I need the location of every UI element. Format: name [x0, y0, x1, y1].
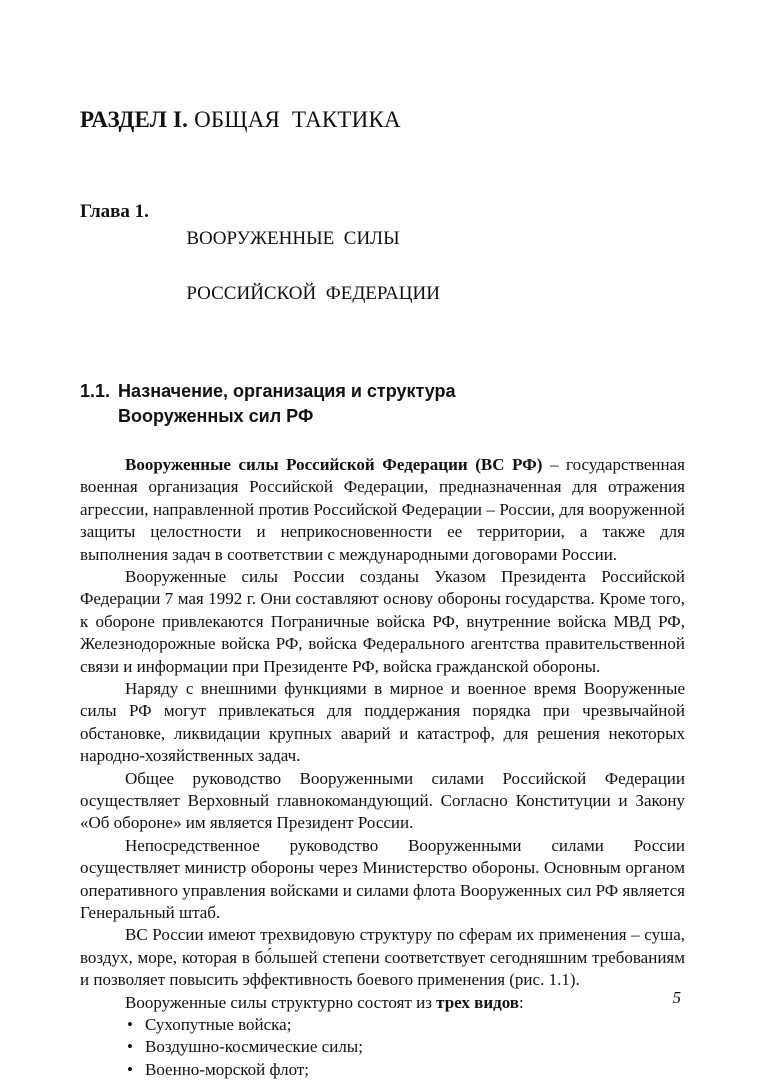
- bullet-list: [80, 1014, 685, 1080]
- body-text: [80, 454, 685, 1080]
- subsection-heading: [80, 379, 685, 428]
- list-item: [80, 1059, 685, 1080]
- section-label: РАЗДЕЛ I.: [80, 107, 189, 132]
- subsection-title-line1: Назначение, организация и структура: [118, 381, 456, 402]
- chapter-title: [158, 198, 440, 336]
- paragraph-3: Наряду с внешними функциями в мирное и военное время Вооруженные силы РФ могут привлекаться для поддержания порядка при чрезвычайной обстановке, ликвидации крупных аварий и катастроф, для решения некоторых народно-хозяйственных задач.: [80, 678, 685, 766]
- bullet-icon: •: [127, 1037, 133, 1057]
- paragraph-4: Общее руководство Вооруженными силами Российской Федерации осуществляет Верховный главнокомандующий. Согласно Конституции и Закону «Об обороне» им является Президент России.: [80, 768, 685, 833]
- bullet-text: Военно-морской флот;: [145, 1059, 309, 1079]
- chapter-title-line2: РОССИЙСКОЙ ФЕДЕРАЦИИ: [186, 283, 440, 305]
- paragraph-1-rest: – государственная военная организация Российской Федерации, предназначенная для отражения агрессии, направленной против Российской Федерации – России, для вооруженной защиты целостности и неприкосновенности ее территории, а также для выполнения задач в соответствии с международными договорами России.: [80, 454, 685, 564]
- subsection-title-line2: Вооруженных сил РФ: [118, 405, 314, 426]
- paragraph-7: [80, 992, 685, 1014]
- bullet-icon: •: [127, 1059, 133, 1079]
- paragraph-7-tail: :: [518, 992, 524, 1012]
- chapter-heading: [80, 198, 685, 336]
- bullet-text: Сухопутные войска;: [145, 1015, 292, 1035]
- paragraph-1: [80, 454, 685, 566]
- subsection-number: 1.1.: [80, 381, 111, 402]
- paragraph-7-lead: Вооруженные силы структурно состоят из: [125, 992, 437, 1012]
- bullet-text: Воздушно-космические силы;: [145, 1037, 363, 1057]
- bullet-icon: •: [127, 1015, 133, 1035]
- paragraph-5: Непосредственное руководство Вооруженными силами России осуществляет министр обороны через Министерство обороны. Основным органом оперативного управления войсками и силами флота Вооруженных сил РФ является Генеральный штаб.: [80, 835, 685, 923]
- paragraph-6: ВС России имеют трехвидовую структуру по сферам их применения – суша, воздух, море, которая в бо́льшей степени соответствует сегодняшним требованиям и позволяет повысить эффективность боевого применения (рис. 1.1).: [80, 925, 685, 990]
- paragraph-2: Вооруженные силы России созданы Указом Президента Российской Федерации 7 мая 1992 г. Они составляют основу обороны государства. Кроме того, к обороне привлекаются Пограничные войска РФ, внутренние войска МВД РФ, Железнодорожные войска РФ, войска Федерального агентства правительственной связи и информации при Президенте РФ, войска гражданской обороны.: [80, 566, 685, 676]
- paragraph-7-bold: трех видов: [436, 992, 519, 1012]
- chapter-title-line1: ВООРУЖЕННЫЕ СИЛЫ: [186, 228, 400, 250]
- section-title: ОБЩАЯ ТАКТИКА: [188, 107, 401, 132]
- section-heading: [80, 106, 685, 134]
- page-number: 5: [672, 988, 681, 1007]
- list-item: [80, 1036, 685, 1058]
- paragraph-1-bold-lead: Вооруженные силы Российской Федерации (ВС РФ): [125, 454, 543, 474]
- chapter-label: Глава 1.: [80, 200, 149, 222]
- subsection-title: [118, 379, 456, 428]
- list-item: [80, 1014, 685, 1036]
